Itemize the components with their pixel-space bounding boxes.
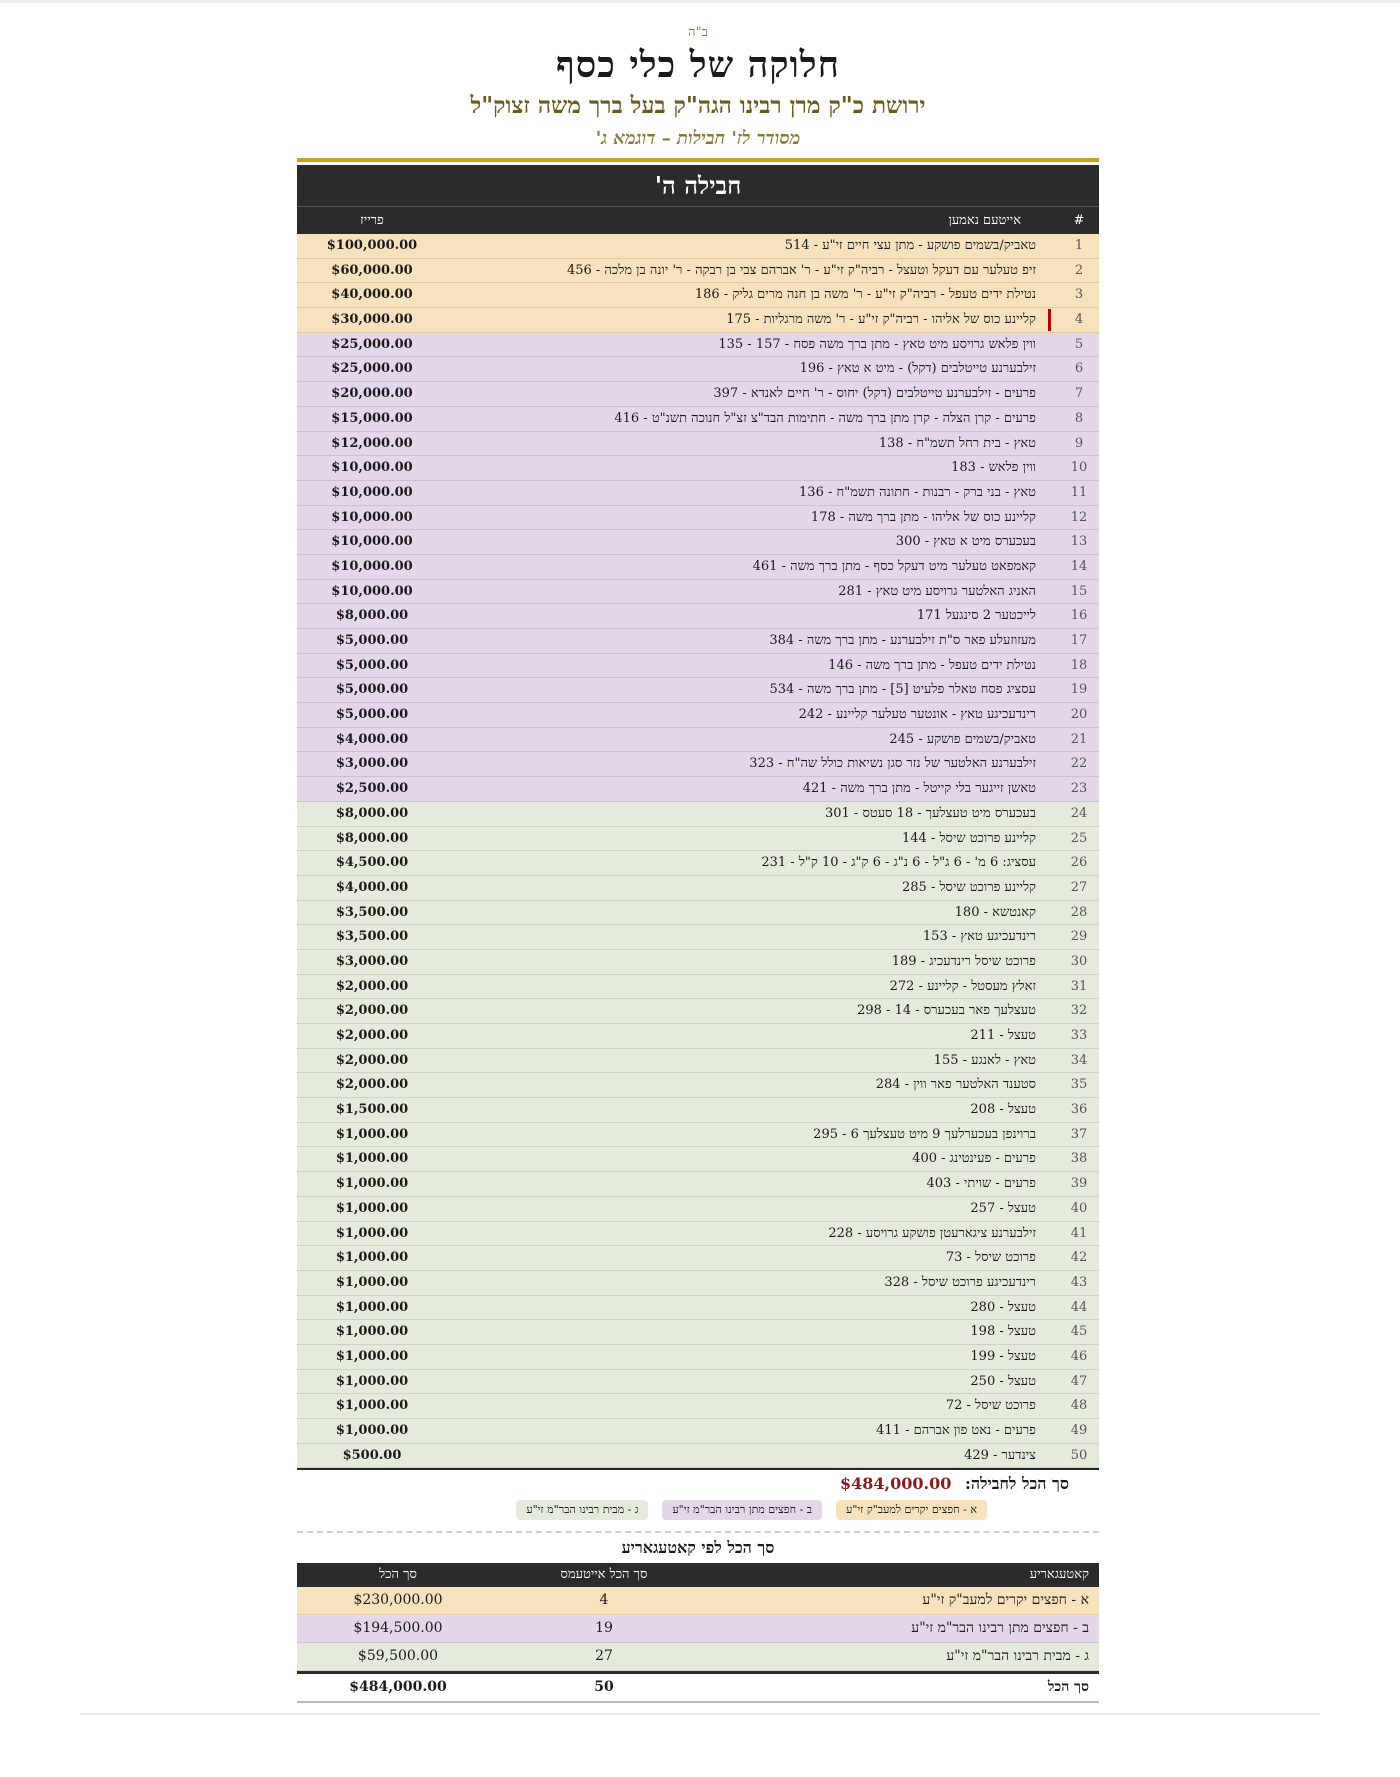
table-row xyxy=(297,506,1099,531)
row-item-name: רינדעכיגע טאץ - 153 xyxy=(922,929,1036,945)
row-item-name: פרעים - שויתי - 403 xyxy=(926,1176,1036,1192)
row-number: 41 xyxy=(1070,1225,1088,1241)
row-price: $15,000.00 xyxy=(331,410,413,426)
gold-divider xyxy=(297,158,1099,162)
col-num-header: # xyxy=(1073,213,1085,228)
row-price: $1,000.00 xyxy=(335,1398,409,1414)
grand-total-value: $484,000.00 xyxy=(349,1679,447,1696)
row-price: $10,000.00 xyxy=(331,558,413,574)
row-number: 2 xyxy=(1074,262,1084,278)
row-price: $4,500.00 xyxy=(335,855,409,871)
row-price: $10,000.00 xyxy=(331,534,413,550)
row-price: $2,000.00 xyxy=(335,1028,409,1043)
table-header xyxy=(297,206,1099,234)
row-item-name: טאשן זייגער בלי קייטל - מתן ברך משה - 421 xyxy=(802,781,1036,797)
row-number: 6 xyxy=(1074,361,1084,377)
row-number: 19 xyxy=(1070,682,1088,698)
table-row xyxy=(297,283,1099,308)
row-price: $40,000.00 xyxy=(331,287,413,303)
row-price: $1,000.00 xyxy=(335,1151,409,1167)
row-item-name: קליינע כוס של אליהו - רביה"ק זי"ע - ר' משה מרגליות - 175 xyxy=(726,312,1036,328)
table-row xyxy=(297,333,1099,358)
table-row xyxy=(297,580,1099,605)
row-number: 49 xyxy=(1070,1423,1088,1438)
table-title: חבילה ה' xyxy=(297,165,1099,206)
row-item-name: טעצל - 280 xyxy=(970,1299,1036,1315)
row-price: $1,000.00 xyxy=(335,1200,409,1216)
table-row xyxy=(297,1394,1099,1419)
row-item-name: לייכטער 2 סינגעל 171 xyxy=(916,608,1036,624)
row-number: 1 xyxy=(1074,238,1084,253)
row-number: 17 xyxy=(1070,633,1088,648)
items-table xyxy=(297,165,1099,1498)
summary-count: 19 xyxy=(595,1620,613,1637)
table-row xyxy=(297,1444,1099,1469)
table-row xyxy=(297,901,1099,926)
table-row xyxy=(297,1073,1099,1098)
summary-count: 27 xyxy=(595,1648,613,1665)
row-number: 7 xyxy=(1074,386,1084,402)
row-number: 50 xyxy=(1070,1447,1088,1463)
row-price: $2,000.00 xyxy=(335,978,409,994)
legend-category-c: ג - מבית רבינו הבר"מ זי"ע xyxy=(516,1500,648,1520)
table-row xyxy=(297,1370,1099,1395)
page-subtitle: ירושת כ"ק מרן רבינו הגה"ק בעל ברך משה זצוק"ל xyxy=(470,92,926,119)
table-row xyxy=(297,555,1099,580)
table-row xyxy=(297,308,1099,333)
row-item-name: קאמפאט טעלער מיט דעקל כסף - מתן ברך משה - 461 xyxy=(752,558,1036,574)
row-number: 39 xyxy=(1070,1176,1088,1192)
table-row xyxy=(297,827,1099,852)
bh-mark: ב"ה xyxy=(688,25,708,40)
row-number: 46 xyxy=(1070,1348,1088,1364)
row-item-name: קליינע כוס של אליהו - מתן ברך משה - 178 xyxy=(810,509,1036,525)
row-number: 10 xyxy=(1070,460,1088,476)
row-item-name: זילבערנע טייטלבים (דקל) - מיט א טאץ - 196 xyxy=(799,361,1036,377)
summary-grand-total xyxy=(297,1671,1099,1703)
table-row xyxy=(297,1172,1099,1197)
row-price: $1,000.00 xyxy=(335,1250,409,1266)
table-row xyxy=(297,1147,1099,1172)
row-item-name: רינדעכיגע פרוכט שיסל - 328 xyxy=(884,1274,1036,1290)
row-item-name: קאנטשא - 180 xyxy=(954,904,1036,920)
row-item-name: פרוכט שיסל - 73 xyxy=(945,1250,1036,1266)
table-row xyxy=(297,1296,1099,1321)
table-row xyxy=(297,703,1099,728)
row-number: 22 xyxy=(1070,756,1088,772)
summary-col-count: סך הכל אייטעמס xyxy=(560,1567,648,1583)
table-row xyxy=(297,629,1099,654)
grand-total-label: סך הכל xyxy=(1047,1679,1089,1696)
row-item-name: פרוכט שיסל - 72 xyxy=(945,1398,1036,1414)
row-item-name: טעצל - 257 xyxy=(970,1200,1036,1216)
row-number: 15 xyxy=(1070,583,1088,599)
row-price: $60,000.00 xyxy=(331,262,413,278)
summary-total: $230,000.00 xyxy=(353,1592,443,1609)
table-row xyxy=(297,752,1099,777)
row-price: $30,000.00 xyxy=(331,312,413,328)
row-item-name: האניג האלטער גרויסע מיט טאץ - 281 xyxy=(838,583,1036,599)
row-item-name: טעצל - 198 xyxy=(970,1324,1036,1340)
table-row xyxy=(297,357,1099,382)
grand-total-count: 50 xyxy=(594,1679,614,1696)
row-number: 9 xyxy=(1074,435,1084,451)
row-number: 14 xyxy=(1070,558,1088,574)
row-number: 31 xyxy=(1070,978,1088,994)
row-item-name: קליינע פרוכט שיסל - 285 xyxy=(901,879,1036,895)
row-item-name: בעכערס מיט טעצלעך - 18 סעטס - 301 xyxy=(824,805,1036,821)
table-row xyxy=(297,728,1099,753)
row-price: $1,000.00 xyxy=(335,1225,409,1241)
table-body xyxy=(297,234,1099,1468)
row-number: 8 xyxy=(1074,410,1084,426)
package-total-value: $484,000.00 xyxy=(840,1474,952,1494)
table-row xyxy=(297,1271,1099,1296)
row-item-name: טעצל - 208 xyxy=(970,1102,1036,1118)
row-price: $2,000.00 xyxy=(335,1077,409,1093)
row-item-name: טאץ - בית רחל תשמ"ח - 138 xyxy=(878,435,1036,451)
row-number: 47 xyxy=(1070,1373,1088,1389)
row-price: $1,500.00 xyxy=(335,1102,409,1118)
row-item-name: טעצל - 250 xyxy=(970,1373,1036,1389)
row-price: $1,000.00 xyxy=(335,1324,409,1340)
table-row xyxy=(297,604,1099,629)
table-row xyxy=(297,999,1099,1024)
row-item-name: נטילת ידים טעפל - רביה"ק זי"ע - ר' משה בן חנה מרים גליק - 186 xyxy=(694,287,1036,303)
table-row xyxy=(297,382,1099,407)
row-number: 48 xyxy=(1070,1398,1088,1414)
summary-category: א - חפצים יקרים למעב"ק זי"ע xyxy=(922,1592,1089,1609)
table-row xyxy=(297,530,1099,555)
summary-total: $194,500.00 xyxy=(353,1620,443,1637)
table-row xyxy=(297,481,1099,506)
table-row xyxy=(297,1024,1099,1049)
table-row xyxy=(297,678,1099,703)
row-price: $4,000.00 xyxy=(335,731,409,747)
table-row xyxy=(297,1419,1099,1444)
row-price: $10,000.00 xyxy=(331,583,413,599)
row-item-name: זילבערנע ציגארעטן פושקע גרויסע - 228 xyxy=(828,1225,1036,1241)
table-row xyxy=(297,1345,1099,1370)
col-price-header: פרייז xyxy=(360,213,384,228)
row-number: 20 xyxy=(1070,707,1088,723)
row-number: 45 xyxy=(1070,1324,1088,1340)
table-row xyxy=(297,432,1099,457)
row-price: $1,000.00 xyxy=(335,1176,409,1192)
row-item-name: טאביק/בשמים פושקע - מתן עצי חיים זי"ע - 514 xyxy=(784,238,1036,253)
row-price: $8,000.00 xyxy=(335,830,409,846)
row-number: 21 xyxy=(1070,731,1088,747)
category-legend xyxy=(297,1500,1099,1522)
row-item-name: זאלץ מעסטל - קליינע - 272 xyxy=(889,978,1036,994)
row-number: 28 xyxy=(1070,904,1088,920)
col-name-header: אייטעם נאמען xyxy=(948,213,1021,228)
row-item-name: עסציג: 6 מ' - 6 ג"ל - 6 נ"ג - 6 ק"ג - 10 ק"ל - 231 xyxy=(761,855,1036,871)
row-number: 16 xyxy=(1070,608,1088,624)
row-item-name: פרוכט שיסל רינדעכיג - 189 xyxy=(891,953,1036,969)
summary-title: סך הכל לפי קאטעגאריע xyxy=(621,1538,775,1558)
row-number: 11 xyxy=(1070,484,1088,500)
row-number: 3 xyxy=(1074,287,1084,303)
row-price: $2,000.00 xyxy=(335,1003,409,1019)
row-item-name: טעצל - 211 xyxy=(970,1028,1036,1043)
row-price: $1,000.00 xyxy=(335,1274,409,1290)
summary-col-total: סך הכל xyxy=(379,1567,417,1583)
row-item-name: סטענד האלטער פאר ווין - 284 xyxy=(875,1077,1036,1093)
legend-category-b: ב - חפצים מתן רבינו הבר"מ זי"ע xyxy=(662,1500,822,1520)
row-price: $8,000.00 xyxy=(335,805,409,821)
row-price: $5,000.00 xyxy=(335,707,409,723)
row-number: 37 xyxy=(1070,1126,1088,1142)
bottom-divider xyxy=(80,1713,1320,1715)
row-price: $500.00 xyxy=(342,1447,402,1463)
row-price: $5,000.00 xyxy=(335,682,409,698)
summary-row xyxy=(297,1587,1099,1615)
top-divider xyxy=(0,0,1400,3)
row-item-name: ברוינפן בעכערלעך 9 מיט טעצלעך 6 - 295 xyxy=(813,1126,1036,1142)
row-item-name: זיפ טעלער עם דעקל וטעצל - רביה"ק זי"ע - ר' אברהם צבי בן רבקה - ר' יונה בן מלכה - 456 xyxy=(566,262,1036,278)
table-row xyxy=(297,777,1099,802)
table-row xyxy=(297,1123,1099,1148)
row-number: 33 xyxy=(1070,1028,1088,1043)
row-item-name: טאץ - לאנגע - 155 xyxy=(933,1052,1036,1068)
row-number: 25 xyxy=(1070,830,1088,846)
summary-header xyxy=(297,1563,1099,1587)
row-number: 38 xyxy=(1070,1151,1088,1167)
row-number: 12 xyxy=(1070,509,1088,525)
row-item-name: ווין פלאש - 183 xyxy=(951,460,1036,476)
row-price: $12,000.00 xyxy=(331,435,413,451)
row-item-name: צינדער - 429 xyxy=(964,1447,1036,1463)
row-number: 43 xyxy=(1070,1274,1088,1290)
row-number: 44 xyxy=(1070,1299,1088,1315)
row-price: $100,000.00 xyxy=(326,238,418,253)
row-number: 26 xyxy=(1070,855,1088,871)
row-price: $10,000.00 xyxy=(331,460,413,476)
row-price: $5,000.00 xyxy=(335,657,409,673)
row-number: 13 xyxy=(1070,534,1088,550)
summary-category: ג - מבית רבינו הבר"מ זי"ע xyxy=(946,1648,1089,1665)
table-row xyxy=(297,851,1099,876)
summary-total: $59,500.00 xyxy=(357,1648,439,1665)
row-item-name: טעצל - 199 xyxy=(970,1348,1036,1364)
row-number: 36 xyxy=(1070,1102,1088,1118)
row-price: $1,000.00 xyxy=(335,1299,409,1315)
row-selection-marker xyxy=(1048,309,1051,331)
row-price: $5,000.00 xyxy=(335,633,409,648)
summary-table xyxy=(297,1563,1099,1703)
row-number: 30 xyxy=(1070,953,1088,969)
row-item-name: פרעים - קרן הצלה - קרן מתן ברך משה - חתימות הבד"צ זצ"ל חנוכה תשנ"ט - 416 xyxy=(614,410,1036,426)
table-row xyxy=(297,234,1099,259)
row-price: $3,000.00 xyxy=(335,953,409,969)
table-row xyxy=(297,876,1099,901)
table-row xyxy=(297,407,1099,432)
row-item-name: עסציג פסח טאלר פלעיט [5] - מתן ברך משה - 534 xyxy=(769,682,1036,698)
summary-count: 4 xyxy=(599,1592,609,1609)
row-price: $1,000.00 xyxy=(335,1423,409,1438)
row-price: $1,000.00 xyxy=(335,1373,409,1389)
legend-category-a: א - חפצים יקרים למעב"ק זי"ע xyxy=(836,1500,987,1520)
page-title: חלוקה של כלי כסף xyxy=(556,44,840,86)
table-row xyxy=(297,456,1099,481)
row-number: 32 xyxy=(1070,1003,1088,1019)
row-item-name: רינדעכיגע טאץ - אונטער טעלער קליינע - 242 xyxy=(798,707,1036,723)
row-number: 18 xyxy=(1070,657,1088,673)
row-number: 35 xyxy=(1070,1077,1088,1093)
row-price: $20,000.00 xyxy=(331,386,413,402)
summary-body xyxy=(297,1587,1099,1671)
row-price: $3,500.00 xyxy=(335,904,409,920)
row-number: 42 xyxy=(1070,1250,1088,1266)
table-row xyxy=(297,1098,1099,1123)
row-item-name: נטילת ידים טעפל - מתן ברך משה - 146 xyxy=(828,657,1036,673)
row-item-name: זילבערנע האלטער של נזר סגן נשיאות כולל שה"ח - 323 xyxy=(749,756,1036,772)
table-row xyxy=(297,925,1099,950)
row-item-name: קליינע פרוכט שיסל - 144 xyxy=(901,830,1036,846)
row-price: $8,000.00 xyxy=(335,608,409,624)
row-price: $25,000.00 xyxy=(331,361,413,377)
row-price: $1,000.00 xyxy=(335,1348,409,1364)
row-number: 24 xyxy=(1070,805,1088,821)
row-price: $4,000.00 xyxy=(335,879,409,895)
row-number: 4 xyxy=(1074,312,1084,328)
row-price: $10,000.00 xyxy=(331,484,413,500)
row-item-name: טעצלעך פאר בעכערס - 14 - 298 xyxy=(857,1003,1036,1019)
row-price: $25,000.00 xyxy=(331,336,413,352)
table-row xyxy=(297,259,1099,284)
row-number: 29 xyxy=(1070,929,1088,945)
summary-row xyxy=(297,1643,1099,1671)
package-total xyxy=(297,1470,1099,1498)
table-row xyxy=(297,802,1099,827)
row-item-name: בעכערס מיט א טאץ - 300 xyxy=(895,534,1036,550)
row-item-name: מעזוזעלע פאר ס"ת זילבערנע - מתן ברך משה - 384 xyxy=(769,633,1036,648)
row-price: $2,500.00 xyxy=(335,781,409,797)
table-row xyxy=(297,1197,1099,1222)
row-item-name: פרעים - זילבערנע טייטלבים (דקל) יחוס - ר' חיים לאנדא - 397 xyxy=(713,386,1036,402)
table-row xyxy=(297,654,1099,679)
table-row xyxy=(297,975,1099,1000)
row-price: $1,000.00 xyxy=(335,1126,409,1142)
row-item-name: פרעים - פעינטינג - 400 xyxy=(912,1151,1036,1167)
row-number: 5 xyxy=(1074,336,1084,352)
row-number: 40 xyxy=(1070,1200,1088,1216)
row-price: $3,000.00 xyxy=(335,756,409,772)
summary-row xyxy=(297,1615,1099,1643)
table-row xyxy=(297,1049,1099,1074)
page-subsubtitle: מסודר לז' חבילות – דוגמא ג' xyxy=(595,128,801,149)
table-row xyxy=(297,950,1099,975)
row-item-name: ווין פלאש גרויסע מיט טאץ - מתן ברך משה פסח - 157 - 135 xyxy=(718,336,1036,352)
row-number: 23 xyxy=(1070,781,1088,797)
row-number: 34 xyxy=(1070,1052,1088,1068)
row-item-name: טאביק/בשמים פושקע - 245 xyxy=(889,731,1036,747)
summary-col-category: קאטעגאריע xyxy=(1029,1567,1089,1583)
table-row xyxy=(297,1222,1099,1247)
table-row xyxy=(297,1320,1099,1345)
row-number: 27 xyxy=(1070,879,1088,895)
package-total-label: סך הכל לחבילה: xyxy=(964,1474,1069,1494)
table-row xyxy=(297,1246,1099,1271)
row-price: $10,000.00 xyxy=(331,509,413,525)
row-item-name: פרעים - נאט פון אברהם - 411 xyxy=(876,1423,1036,1438)
summary-category: ב - חפצים מתן רבינו הבר"מ זי"ע xyxy=(911,1620,1089,1637)
document xyxy=(297,24,1099,1703)
row-item-name: טאץ - בני ברק - רבנות - חתונה תשמ"ח - 136 xyxy=(799,484,1036,500)
row-price: $3,500.00 xyxy=(335,929,409,945)
row-price: $2,000.00 xyxy=(335,1052,409,1068)
